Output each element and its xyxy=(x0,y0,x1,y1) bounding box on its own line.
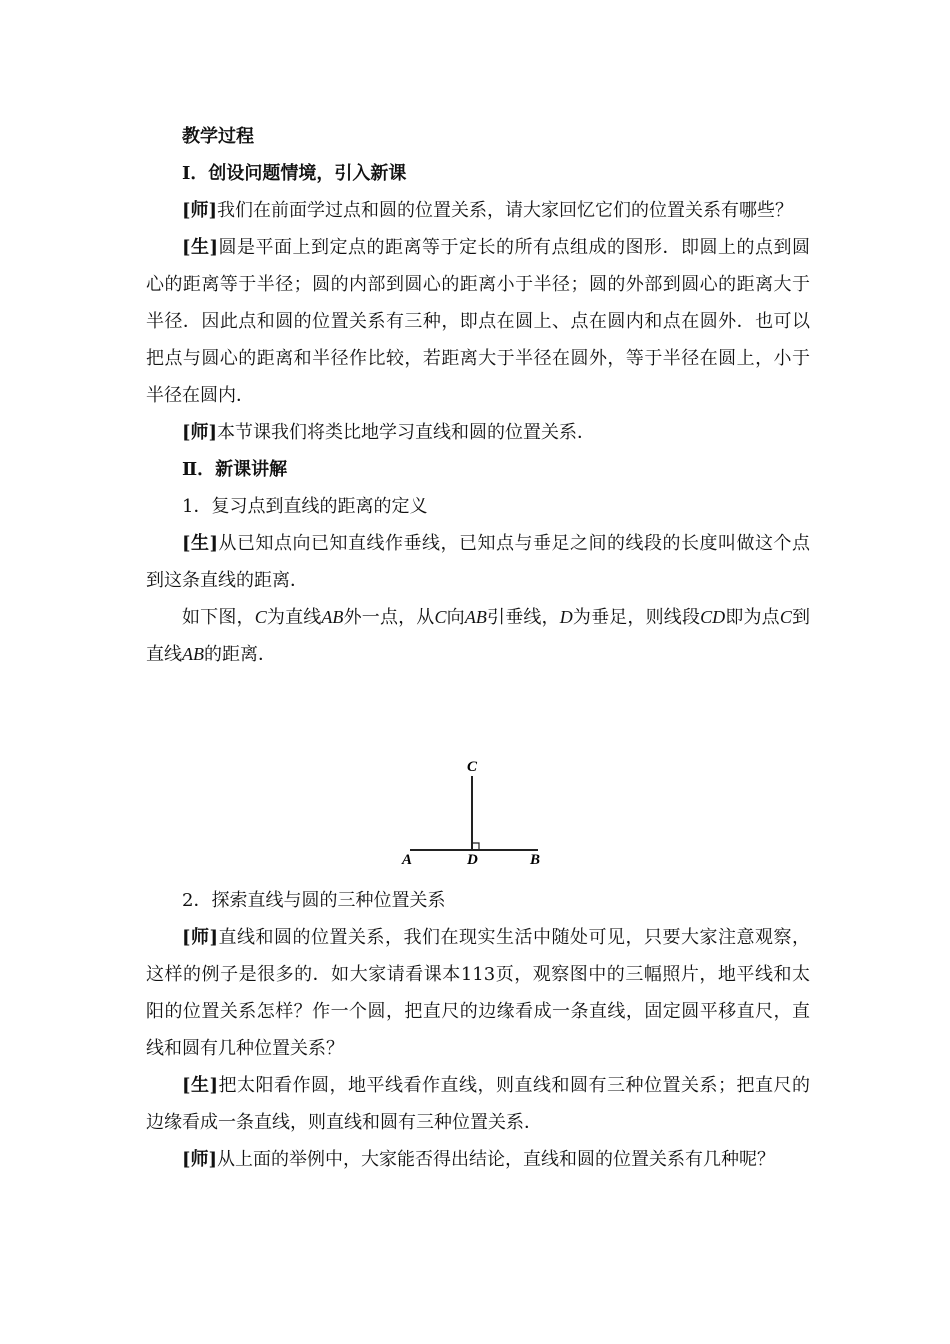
paragraph-student-1 xyxy=(146,229,810,414)
paragraph-teacher-3 xyxy=(146,919,810,1067)
text-run: 即为点 xyxy=(725,607,780,628)
paragraph-figure-intro xyxy=(146,599,810,673)
text-block-top xyxy=(146,118,810,673)
label-D: D xyxy=(467,852,478,868)
teacher-tag: [师] xyxy=(182,1149,218,1170)
text-block-bottom xyxy=(146,882,810,1178)
paragraph-text: 圆是平面上到定点的距离等于定长的所有点组成的图形．即圆上的点到圆心的距离等于半径；圆的内部到圆心的距离小于半径；圆的外部到圆心的距离大于半径．因此点和圆的位置关系有三种，即点在圆上、点在圆内和点在圆外．也可以把点与圆心的距离和半径作比较，若距离大于半径在圆外，等于半径在圆上，小于半径在圆内． xyxy=(146,237,810,406)
item-1: 1．复习点到直线的距离的定义 xyxy=(182,496,428,517)
paragraph-teacher-4 xyxy=(146,1141,810,1178)
text-run: 引垂线， xyxy=(486,607,560,628)
section-title: 教学过程 xyxy=(182,126,254,147)
perpendicular-figure xyxy=(400,758,550,870)
text-run: 到直线 xyxy=(146,607,811,665)
label-A: A xyxy=(402,852,413,868)
text-run: 向 xyxy=(446,607,465,628)
teacher-tag: [师] xyxy=(182,200,218,221)
teacher-tag: [师] xyxy=(182,422,218,443)
student-tag: [生] xyxy=(182,237,219,258)
paragraph-text: 我们在前面学过点和圆的位置关系，请大家回忆它们的位置关系有哪些？ xyxy=(217,200,794,221)
text-run: 的距离． xyxy=(204,644,276,665)
paragraph-text: 本节课我们将类比地学习直线和圆的位置关系． xyxy=(217,422,596,443)
paragraph-student-3 xyxy=(146,1067,810,1141)
perpendicular-diagram xyxy=(400,758,550,870)
label-C: C xyxy=(467,759,478,775)
paragraph-student-2 xyxy=(146,525,810,599)
paragraph-teacher-2 xyxy=(146,414,810,451)
var-AB: AB xyxy=(321,607,344,627)
var-CD: CD xyxy=(700,607,726,627)
var-AB: AB xyxy=(182,644,204,664)
text-run: 如下图， xyxy=(182,607,255,628)
teacher-tag: [师] xyxy=(182,927,219,948)
var-D: D xyxy=(559,607,573,627)
text-run: 外一点，从 xyxy=(343,607,435,628)
paragraph-text: 把太阳看作圆，地平线看作直线，则直线和圆有三种位置关系；把直尺的边缘看成一条直线，则直线和圆有三种位置关系． xyxy=(146,1075,810,1133)
text-run: 为直线 xyxy=(266,607,322,628)
paragraph-text: 从上面的举例中，大家能否得出结论，直线和圆的位置关系有几种呢？ xyxy=(217,1149,776,1170)
part1-title: Ⅰ．创设问题情境，引入新课 xyxy=(182,163,407,184)
item-2: 2．探索直线与圆的三种位置关系 xyxy=(182,890,446,911)
var-C: C xyxy=(434,607,447,627)
text-run: 为垂足，则线段 xyxy=(572,607,701,628)
var-AB: AB xyxy=(464,607,487,627)
var-C: C xyxy=(779,607,792,627)
paragraph-teacher-1 xyxy=(146,192,810,229)
paragraph-text: 直线和圆的位置关系，我们在现实生活中随处可见，只要大家注意观察，这样的例子是很多的．如大家请看课本113页，观察图中的三幅照片，地平线和太阳的位置关系怎样？作一个圆，把直尺的边缘看成一条直线，固定圆平移直尺，直线和圆有几种位置关系？ xyxy=(146,927,810,1059)
var-C: C xyxy=(254,607,267,627)
label-B: B xyxy=(530,852,541,868)
student-tag: [生] xyxy=(182,1075,219,1096)
student-tag: [生] xyxy=(182,533,219,554)
part2-title: Ⅱ．新课讲解 xyxy=(182,459,288,480)
right-angle-mark xyxy=(472,843,479,850)
paragraph-text: 从已知点向已知直线作垂线，已知点与垂足之间的线段的长度叫做这个点到这条直线的距离． xyxy=(146,533,810,591)
